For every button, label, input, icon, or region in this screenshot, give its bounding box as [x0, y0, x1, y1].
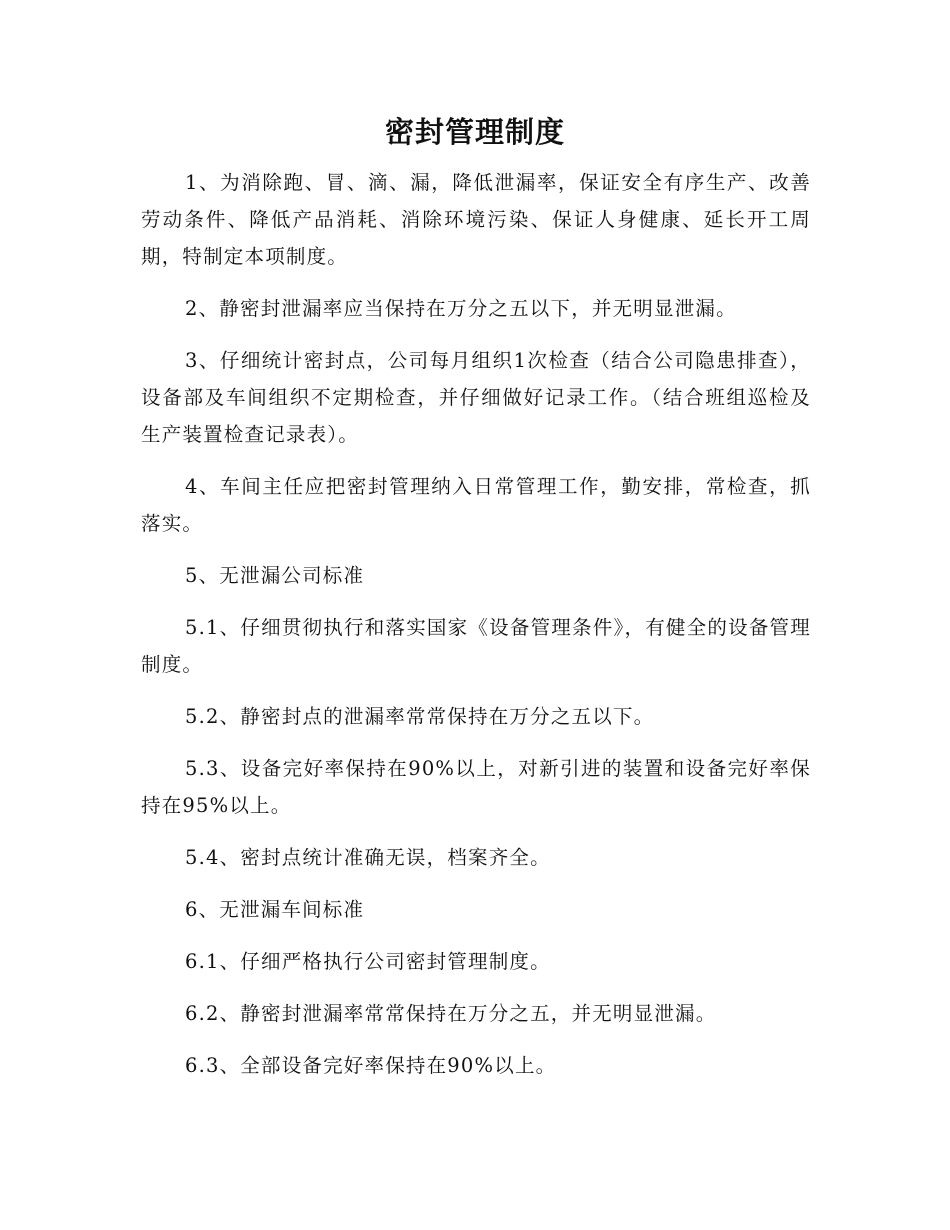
paragraph-3: 3、仔细统计密封点，公司每月组织1次检查（结合公司隐患排查），设备部及车间组织不定期检查，并仔细做好记录工作。（结合班组巡检及生产装置检查记录表）。 — [141, 349, 811, 446]
paragraph-5-1: 5.1、仔细贯彻执行和落实国家《设备管理条件》，有健全的设备管理制度。 — [141, 616, 811, 676]
paragraph-6-1: 6.1、仔细严格执行公司密封管理制度。 — [185, 950, 551, 973]
paragraph-5-4: 5.4、密封点统计准确无误，档案齐全。 — [185, 846, 551, 869]
paragraph-5-3: 5.3、设备完好率保持在90%以上，对新引进的装置和设备完好率保持在95%以上。 — [141, 757, 811, 817]
section-heading-5: 5、无泄漏公司标准 — [185, 564, 365, 587]
paragraph-1: 1、为消除跑、冒、滴、漏，降低泄漏率，保证安全有序生产、改善劳动条件、降低产品消耗、消除环境污染、保证人身健康、延长开工周期，特制定本项制度。 — [141, 171, 811, 268]
document-body — [141, 164, 811, 1099]
section-heading-6: 6、无泄漏车间标准 — [185, 898, 365, 921]
paragraph-6-3: 6.3、全部设备完好率保持在90%以上。 — [185, 1054, 557, 1077]
paragraph-4: 4、车间主任应把密封管理纳入日常管理工作，勤安排，常检查，抓落实。 — [141, 475, 811, 535]
document-title: 密封管理制度 — [384, 115, 565, 149]
paragraph-5-2: 5.2、静密封点的泄漏率常常保持在万分之五以下。 — [185, 705, 655, 728]
paragraph-2: 2、静密封泄漏率应当保持在万分之五以下，并无明显泄漏。 — [185, 297, 737, 320]
paragraph-6-2: 6.2、静密封泄漏率常常保持在万分之五，并无明显泄漏。 — [185, 1002, 717, 1025]
